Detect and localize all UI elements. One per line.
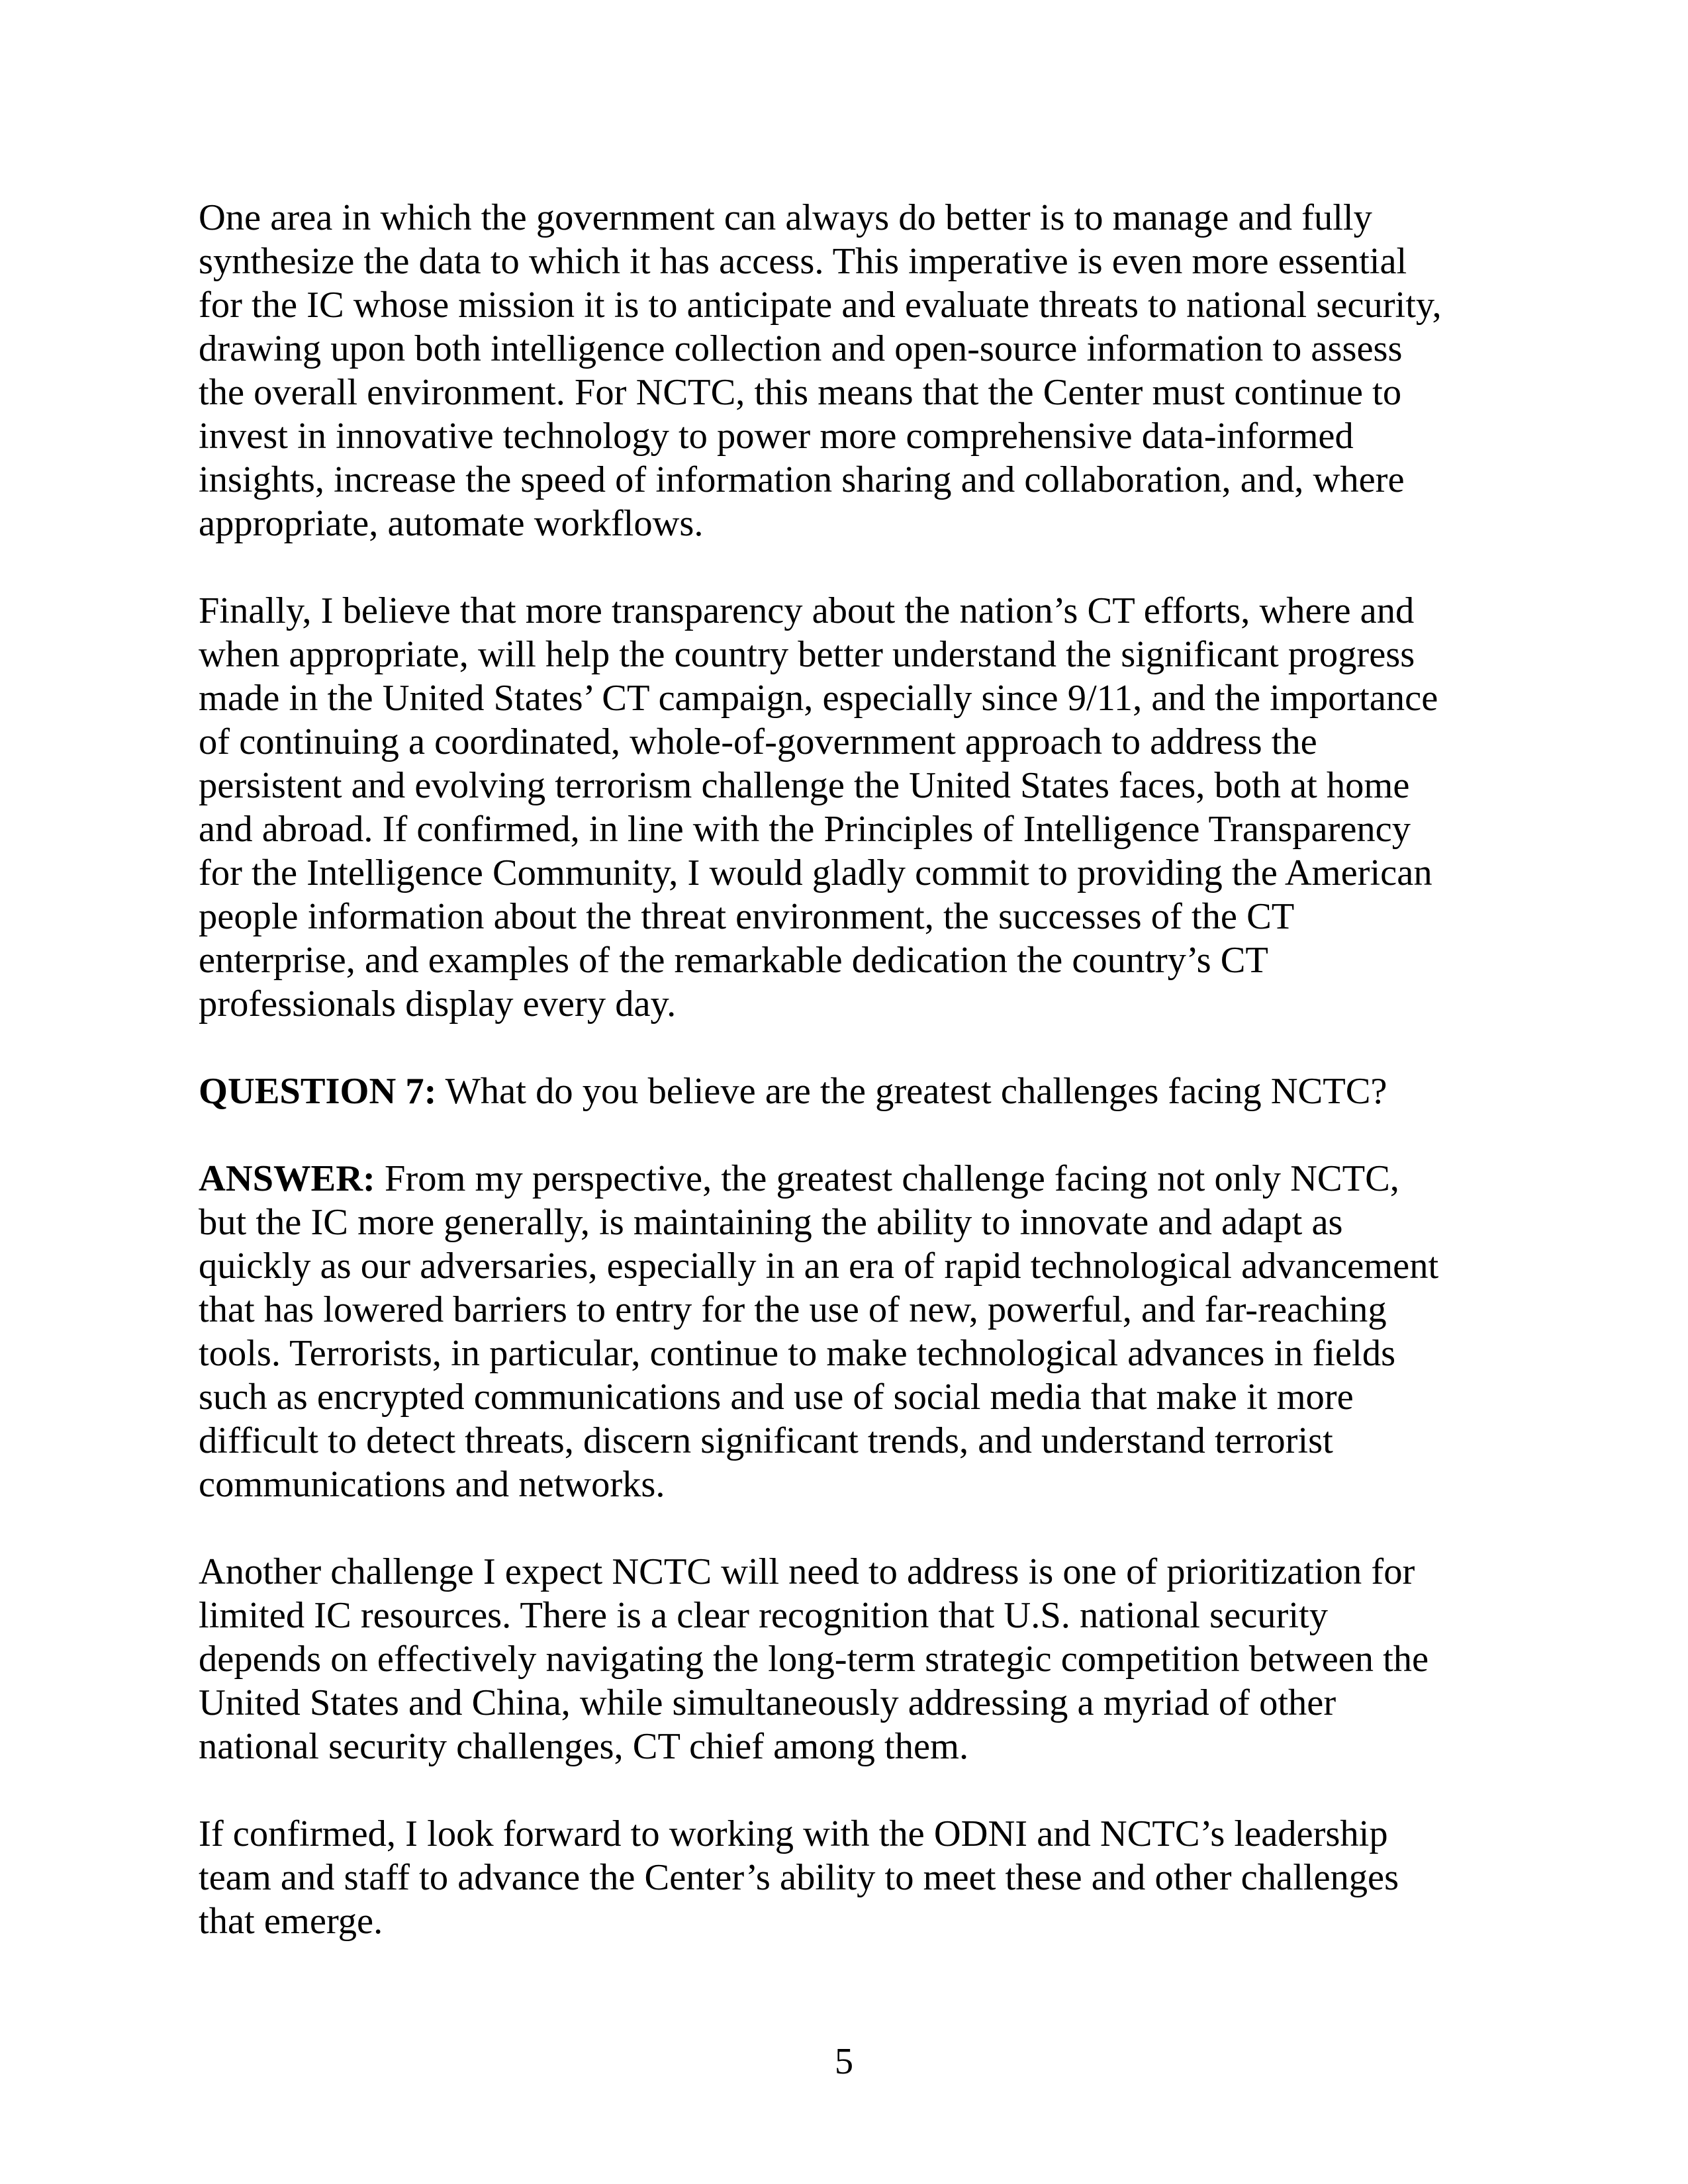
- text-line: Another challenge I expect NCTC will need to address is one of prioritization for: [199, 1551, 1415, 1592]
- question-7: [199, 1069, 1496, 1113]
- text-line: for the IC whose mission it is to anticipate and evaluate threats to national security,: [199, 285, 1442, 326]
- text-line: tools. Terrorists, in particular, continue to make technological advances in fields: [199, 1333, 1396, 1374]
- text-line: the overall environment. For NCTC, this means that the Center must continue to: [199, 372, 1402, 413]
- text-line: Finally, I believe that more transparency about the nation’s CT efforts, where and: [199, 590, 1415, 631]
- text-line: for the Intelligence Community, I would gladly commit to providing the American: [199, 852, 1432, 893]
- document-body: [199, 196, 1496, 1987]
- text-line: that has lowered barriers to entry for the use of new, powerful, and far-reaching: [199, 1289, 1387, 1330]
- text-line: enterprise, and examples of the remarkable dedication the country’s CT: [199, 940, 1268, 981]
- text-line: such as encrypted communications and use of social media that make it more: [199, 1377, 1354, 1418]
- text-line: that emerge.: [199, 1901, 383, 1942]
- text-line: persistent and evolving terrorism challenge the United States faces, both at home: [199, 765, 1410, 806]
- text-line: depends on effectively navigating the long-term strategic competition between the: [199, 1639, 1429, 1680]
- answer-7: [199, 1157, 1496, 1506]
- text-line: United States and China, while simultaneously addressing a myriad of other: [199, 1682, 1336, 1723]
- paragraph-prioritization: [199, 1550, 1496, 1768]
- text-line: and abroad. If confirmed, in line with the Principles of Intelligence Transparency: [199, 809, 1411, 850]
- text-line: national security challenges, CT chief among them.: [199, 1726, 969, 1767]
- text-line: invest in innovative technology to power more comprehensive data-informed: [199, 416, 1354, 457]
- question-text: What do you believe are the greatest challenges facing NCTC?: [436, 1071, 1387, 1112]
- text-line: quickly as our adversaries, especially in an era of rapid technological advancement: [199, 1246, 1439, 1287]
- text-line: when appropriate, will help the country better understand the significant progress: [199, 634, 1415, 675]
- text-line: appropriate, automate workflows.: [199, 503, 704, 544]
- text-line: limited IC resources. There is a clear recognition that U.S. national security: [199, 1595, 1328, 1636]
- paragraph-closing: [199, 1812, 1496, 1943]
- text-line: drawing upon both intelligence collection and open-source information to assess: [199, 328, 1403, 369]
- answer-first-line: [199, 1157, 1496, 1201]
- text-line: One area in which the government can always do better is to manage and fully: [199, 197, 1372, 238]
- question-line: [199, 1069, 1496, 1113]
- text-line: difficult to detect threats, discern significant trends, and understand terrorist: [199, 1420, 1333, 1461]
- answer-label: ANSWER:: [199, 1158, 375, 1199]
- answer-text: From my perspective, the greatest challenge facing not only NCTC,: [375, 1158, 1399, 1199]
- question-label: QUESTION 7:: [199, 1071, 437, 1112]
- text-line: professionals display every day.: [199, 983, 677, 1024]
- text-line: insights, increase the speed of information sharing and collaboration, and, where: [199, 459, 1405, 500]
- text-line: communications and networks.: [199, 1464, 665, 1505]
- text-line: made in the United States’ CT campaign, especially since 9/11, and the importance: [199, 678, 1438, 719]
- text-line: but the IC more generally, is maintaining the ability to innovate and adapt as: [199, 1202, 1343, 1243]
- paragraph-data-synthesis: [199, 196, 1496, 545]
- paragraph-transparency: [199, 589, 1496, 1026]
- text-line: If confirmed, I look forward to working with the ODNI and NCTC’s leadership: [199, 1813, 1388, 1854]
- page-number: 5: [834, 2041, 854, 2082]
- text-line: of continuing a coordinated, whole-of-government approach to address the: [199, 721, 1317, 762]
- text-line: team and staff to advance the Center’s ability to meet these and other challenges: [199, 1857, 1399, 1898]
- text-line: people information about the threat environment, the successes of the CT: [199, 896, 1295, 937]
- text-line: synthesize the data to which it has access. This imperative is even more essential: [199, 241, 1407, 282]
